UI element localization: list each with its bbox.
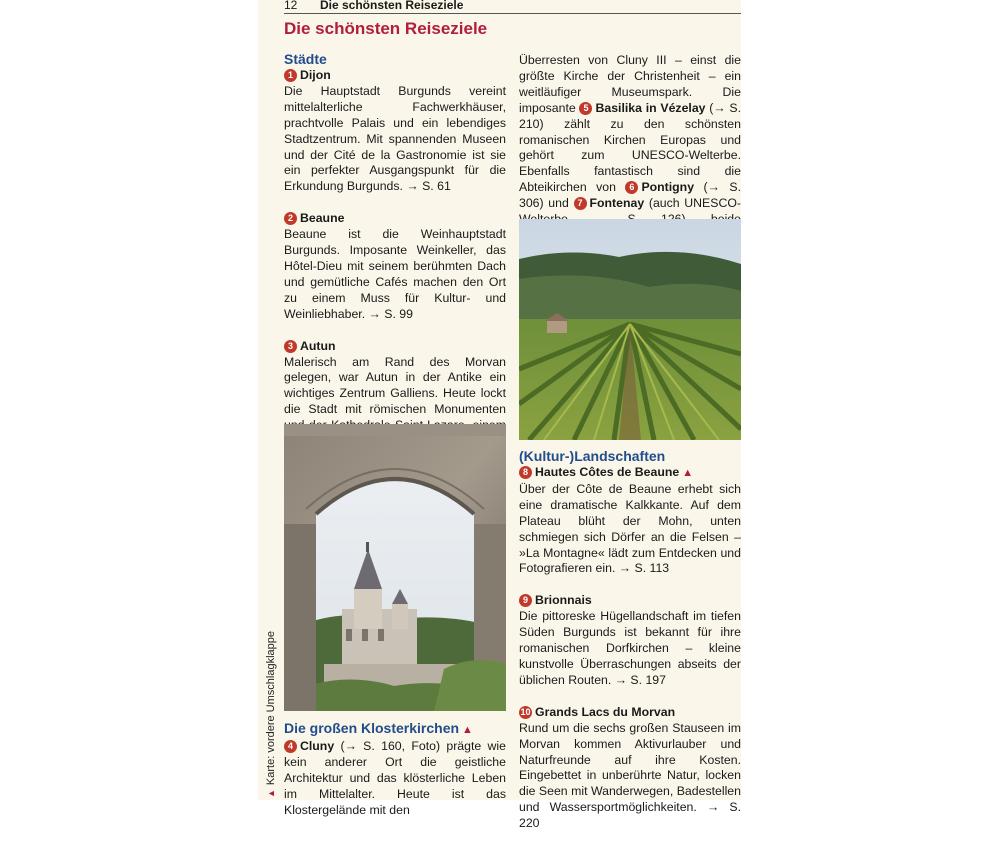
list-item <box>284 211 506 322</box>
item-name: Cluny <box>300 739 335 753</box>
number-badge: 9 <box>519 594 532 607</box>
item-text: Beaune ist die Weinhauptstadt Burgunds. Imposante Weinkeller, das Hôtel-Dieu mit seinem berühmten Dach und gemütliche Cafés machen den Ort zu einem Muss für Kultur- und Weinliebhaber. → S. 99 <box>284 227 506 321</box>
item-name: Beaune <box>300 211 345 226</box>
section-heading-landscapes: (Kultur-)Landschaften <box>519 448 666 464</box>
item-name: Autun <box>300 338 336 353</box>
section-heading-monasteries: Die großen Klosterkirchen ▲ <box>284 720 473 736</box>
item-name: Grands Lacs du Morvan <box>535 704 676 719</box>
item-text: Rund um die sechs großen Stauseen im Morvan kommen Aktivurlauber und Naturfreunde auf ihre Kosten. Eingebettet in unberührte Natur, locken die Seen mit Wanderwegen, Badestellen und Wassersportmöglichkeiten. → S. 220 <box>519 720 741 831</box>
item-text: Die Hauptstadt Burgunds vereint mittelalterliche Fachwerkhäuser, prachtvolle Palais und ein lebendiges Stadtzentrum. Mit spannenden Museen und der Cité de la Gastronomie ist sie ein perfekter Ausgangspunkt für die Erkundung Burgunds. → S. 61 <box>284 83 506 194</box>
item-text: 4 Cluny (→ S. 160, Foto) prägte wie kein anderer Ort die geistliche Architektur und das klösterliche Leben im Mittelalter. Heute ist das Klostergelände mit den <box>284 739 506 817</box>
running-title: Die schönsten Reiseziele <box>320 0 464 12</box>
triangle-icon: ▲ <box>462 724 473 736</box>
item-text: Malerisch am Rand des Morvan gelegen, war Autun in der Antike ein wichtiges Zentrum Galliens. Heute lockt die Stadt mit römischen Monumenten <box>284 354 506 417</box>
number-badge: 1 <box>284 69 297 82</box>
item-name: Brionnais <box>535 593 592 608</box>
item-text: Überresten von Cluny III – einst die größte Kirche der Christenheit – ein weitläufiger Museumspark. Die imposante 5 Basilika in Vézelay (→ S. 210) zählt zu den schönsten romanischen Kirchen Europas und gehört zum UNESCO-Welterbe. Ebenfalls fantastisch sind die Abteikirchen von 6 Pontigny (→ S. 306) und 7 Fontenay (auch UNESCO- <box>519 53 742 211</box>
number-badge: 2 <box>284 212 297 225</box>
number-badge: 8 <box>519 466 532 479</box>
number-badge: 10 <box>520 706 531 717</box>
item-text: Die pittoreske Hügellandschaft im tiefen Süden Burgunds ist bekannt für ihre romanischen Dorfkirchen – kleine kunstvolle Überraschungen abseits der üblichen Routen. → S. 197 <box>519 609 741 687</box>
number-badge: 5 <box>579 102 592 115</box>
column-right-bottom <box>519 448 741 848</box>
vineyard-photo <box>519 219 741 440</box>
column-right <box>519 53 741 244</box>
list-item <box>519 593 741 688</box>
page-number: 12 <box>284 0 298 12</box>
item-text: Über der Côte de Beaune erhebt sich eine dramatische Kalkkante. Auf dem Plateau blüht der Mohn, unten schmiegen sich Dörfer an die Felsen – »La Montagne« lädt zum Entdecken und Fotografieren ein. → S. 113 <box>519 481 741 576</box>
number-badge: 7 <box>574 197 587 210</box>
item-name: Hautes Côtes de Beaune <box>535 465 680 479</box>
item-name: Pontigny <box>641 180 695 195</box>
section-heading-cities: Städte <box>284 51 327 67</box>
list-item <box>519 705 741 832</box>
item-name: Dijon <box>300 68 331 82</box>
running-header <box>284 0 741 14</box>
item-name: Basilika in Vézelay <box>595 100 706 115</box>
triangle-icon: ▲ <box>682 467 694 479</box>
triangle-icon: ▲ <box>266 789 276 798</box>
number-badge: 6 <box>625 181 638 194</box>
side-note: ▲Karte: vordere Umschlagklappe <box>265 631 277 798</box>
column-left <box>284 51 506 482</box>
item-name: Fontenay <box>589 196 645 211</box>
list-item <box>519 465 741 577</box>
number-badge: 3 <box>284 340 297 353</box>
column-left-bottom <box>284 720 506 819</box>
list-item <box>284 68 506 195</box>
number-badge: 4 <box>284 740 297 753</box>
page-title: Die schönsten Reiseziele <box>284 19 488 38</box>
cluny-abbey-photo <box>284 424 506 711</box>
